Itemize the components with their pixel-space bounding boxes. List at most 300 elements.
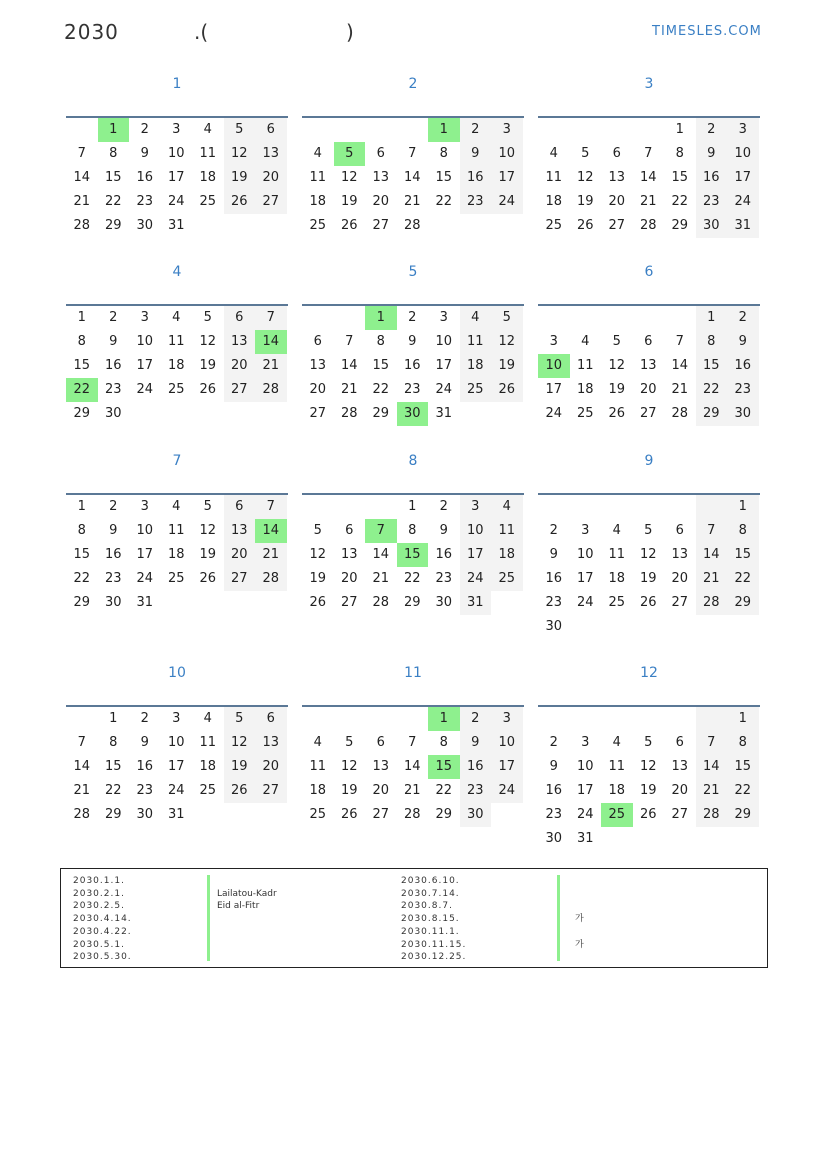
month-3 [538, 70, 760, 238]
day-cell: 29 [73, 406, 91, 421]
empty-cell [334, 118, 366, 142]
day-cell: 14 [696, 543, 728, 567]
day-cell: 31 [576, 831, 594, 846]
day-cell: 23 [696, 190, 728, 214]
day-cell: 23 [104, 571, 122, 586]
day-cell: 1 [98, 118, 130, 142]
day-cell: 21 [639, 194, 657, 209]
day-cell: 13 [340, 547, 358, 562]
month-name: 6 [644, 264, 654, 280]
day-cell: 17 [136, 547, 154, 562]
day-cell: 7 [696, 519, 728, 543]
day-cell: 18 [309, 783, 327, 798]
day-cell: 23 [545, 595, 563, 610]
day-cell: 2 [140, 122, 149, 137]
day-cell: 27 [309, 406, 327, 421]
empty-cell [365, 707, 397, 731]
day-cell: 30 [397, 402, 429, 426]
day-cell: 18 [545, 194, 563, 209]
day-cell: 4 [581, 334, 590, 349]
day-cell: 22 [104, 783, 122, 798]
day-cell: 16 [136, 170, 154, 185]
empty-cell [570, 118, 602, 142]
day-cell: 25 [167, 571, 185, 586]
day-cell: 18 [199, 759, 217, 774]
day-cell: 24 [136, 571, 154, 586]
day-cell: 29 [104, 807, 122, 822]
day-cell: 23 [545, 807, 563, 822]
month-name: 9 [644, 453, 654, 469]
day-cell: 15 [372, 358, 390, 373]
day-cell: 13 [224, 519, 256, 543]
day-cell: 4 [203, 122, 212, 137]
day-cell: 16 [136, 759, 154, 774]
day-cell: 18 [491, 543, 523, 567]
day-cell: 11 [608, 547, 626, 562]
day-cell: 1 [77, 310, 86, 325]
day-cell: 17 [136, 358, 154, 373]
day-cell: 27 [639, 406, 657, 421]
month-name: 7 [172, 453, 182, 469]
day-cell: 24 [460, 567, 492, 591]
empty-cell [365, 118, 397, 142]
holiday-name [575, 951, 584, 964]
day-cell: 15 [727, 755, 759, 779]
day-cell: 19 [224, 755, 256, 779]
day-cell: 21 [696, 779, 728, 803]
empty-cell [302, 306, 334, 330]
day-cell: 13 [671, 547, 689, 562]
day-cell: 7 [255, 495, 287, 519]
day-cell: 6 [313, 334, 322, 349]
day-cell: 9 [109, 523, 118, 538]
day-cell: 3 [549, 334, 558, 349]
holiday-date: 2030.6.10. [401, 876, 460, 886]
day-cell: 24 [727, 190, 759, 214]
day-cell: 9 [727, 330, 759, 354]
day-cell: 12 [491, 330, 523, 354]
day-cell: 30 [545, 619, 563, 634]
holiday-name [575, 888, 584, 901]
day-cell: 10 [136, 523, 154, 538]
day-cell: 28 [372, 595, 390, 610]
day-cell: 9 [549, 547, 558, 562]
month-name: 3 [644, 76, 654, 92]
day-cell: 17 [491, 166, 523, 190]
day-cell: 16 [435, 547, 453, 562]
day-cell: 20 [224, 354, 256, 378]
day-cell: 16 [104, 358, 122, 373]
month-days [302, 306, 524, 426]
day-cell: 3 [581, 735, 590, 750]
empty-cell [570, 306, 602, 330]
day-cell: 1 [428, 707, 460, 731]
day-cell: 16 [460, 166, 492, 190]
day-cell: 26 [608, 406, 626, 421]
empty-cell [664, 306, 696, 330]
empty-cell [664, 707, 696, 731]
day-cell: 27 [671, 595, 689, 610]
empty-cell [302, 118, 334, 142]
day-cell: 26 [639, 595, 657, 610]
day-cell: 27 [372, 218, 390, 233]
day-cell: 7 [255, 306, 287, 330]
day-cell: 20 [372, 783, 390, 798]
day-cell: 17 [727, 166, 759, 190]
day-cell: 20 [608, 194, 626, 209]
day-cell: 13 [372, 759, 390, 774]
day-cell: 29 [403, 595, 421, 610]
holiday-date: 2030.11.15. [401, 939, 467, 950]
day-cell: 9 [460, 142, 492, 166]
empty-cell [334, 495, 366, 519]
empty-cell [66, 118, 98, 142]
empty-cell [397, 118, 429, 142]
day-cell: 28 [340, 406, 358, 421]
day-cell: 31 [435, 406, 453, 421]
day-cell: 14 [403, 170, 421, 185]
day-cell: 28 [73, 807, 91, 822]
day-cell: 22 [372, 382, 390, 397]
day-cell: 7 [644, 146, 653, 161]
day-cell: 6 [224, 306, 256, 330]
day-cell: 29 [727, 803, 759, 827]
day-cell: 6 [224, 495, 256, 519]
day-cell: 17 [167, 759, 185, 774]
day-cell: 30 [104, 595, 122, 610]
day-cell: 21 [403, 783, 421, 798]
day-cell: 7 [408, 735, 417, 750]
day-cell: 18 [608, 783, 626, 798]
day-cell: 10 [167, 735, 185, 750]
day-cell: 2 [727, 306, 759, 330]
month-name: 1 [172, 76, 182, 92]
day-cell: 18 [167, 358, 185, 373]
day-cell: 19 [608, 382, 626, 397]
day-cell: 24 [491, 779, 523, 803]
day-cell: 9 [439, 523, 448, 538]
day-cell: 24 [435, 382, 453, 397]
month-5 [302, 258, 524, 426]
day-cell: 19 [639, 571, 657, 586]
holiday-name: 가 [575, 914, 584, 925]
empty-cell [601, 306, 633, 330]
day-cell: 15 [696, 354, 728, 378]
day-cell: 9 [140, 146, 149, 161]
day-cell: 13 [255, 142, 287, 166]
day-cell: 13 [639, 358, 657, 373]
day-cell: 24 [167, 194, 185, 209]
day-cell: 14 [73, 170, 91, 185]
day-cell: 12 [340, 759, 358, 774]
day-cell: 2 [696, 118, 728, 142]
day-cell: 9 [408, 334, 417, 349]
day-cell: 5 [224, 707, 256, 731]
calendar-year: 2030 [64, 20, 119, 44]
day-cell: 21 [696, 567, 728, 591]
day-cell: 17 [460, 543, 492, 567]
day-cell: 5 [644, 523, 653, 538]
day-cell: 19 [199, 547, 217, 562]
day-cell: 26 [340, 807, 358, 822]
day-cell: 24 [576, 595, 594, 610]
day-cell: 9 [460, 731, 492, 755]
day-cell: 9 [696, 142, 728, 166]
day-cell: 18 [167, 547, 185, 562]
month-name: 12 [640, 665, 658, 681]
day-cell: 25 [309, 807, 327, 822]
day-cell: 1 [408, 499, 417, 514]
day-cell: 14 [372, 547, 390, 562]
empty-cell [664, 495, 696, 519]
day-cell: 29 [73, 595, 91, 610]
day-cell: 28 [696, 803, 728, 827]
empty-cell [302, 707, 334, 731]
day-cell: 5 [345, 735, 354, 750]
day-cell: 27 [608, 218, 626, 233]
month-name: 8 [408, 453, 418, 469]
day-cell: 20 [372, 194, 390, 209]
day-cell: 14 [255, 519, 287, 543]
empty-cell [570, 495, 602, 519]
day-cell: 29 [696, 402, 728, 426]
day-cell: 19 [340, 194, 358, 209]
day-cell: 10 [538, 354, 570, 378]
day-cell: 1 [109, 711, 118, 726]
day-cell: 31 [167, 218, 185, 233]
day-cell: 22 [73, 571, 91, 586]
title-suffix: ) [346, 20, 354, 44]
holiday-date: 2030.4.22. [73, 926, 132, 937]
day-cell: 26 [576, 218, 594, 233]
day-cell: 4 [612, 523, 621, 538]
holiday-date: 2030.1.1. [73, 876, 125, 886]
day-cell: 23 [460, 190, 492, 214]
day-cell: 23 [136, 194, 154, 209]
day-cell: 8 [727, 731, 759, 755]
day-cell: 10 [727, 142, 759, 166]
day-cell: 27 [372, 807, 390, 822]
day-cell: 27 [255, 190, 287, 214]
day-cell: 26 [309, 595, 327, 610]
day-cell: 14 [73, 759, 91, 774]
day-cell: 30 [435, 595, 453, 610]
day-cell: 21 [255, 354, 287, 378]
month-7 [66, 447, 288, 615]
day-cell: 20 [255, 755, 287, 779]
day-cell: 17 [167, 170, 185, 185]
day-cell: 11 [608, 759, 626, 774]
day-cell: 15 [73, 358, 91, 373]
day-cell: 26 [224, 779, 256, 803]
day-cell: 28 [255, 567, 287, 591]
day-cell: 19 [224, 166, 256, 190]
day-cell: 31 [167, 807, 185, 822]
day-cell: 28 [255, 378, 287, 402]
day-cell: 11 [309, 759, 327, 774]
day-cell: 18 [460, 354, 492, 378]
day-cell: 12 [576, 170, 594, 185]
day-cell: 16 [104, 547, 122, 562]
day-cell: 6 [255, 118, 287, 142]
day-cell: 18 [309, 194, 327, 209]
day-cell: 4 [313, 146, 322, 161]
day-cell: 3 [460, 495, 492, 519]
day-cell: 13 [309, 358, 327, 373]
day-cell: 16 [727, 354, 759, 378]
day-cell: 24 [136, 382, 154, 397]
day-cell: 22 [696, 378, 728, 402]
day-cell: 11 [460, 330, 492, 354]
day-cell: 21 [403, 194, 421, 209]
day-cell: 21 [255, 543, 287, 567]
day-cell: 21 [671, 382, 689, 397]
day-cell: 8 [109, 146, 118, 161]
day-cell: 25 [601, 803, 633, 827]
day-cell: 16 [460, 755, 492, 779]
holiday-date: 2030.8.15. [401, 914, 460, 925]
day-cell: 19 [576, 194, 594, 209]
day-cell: 8 [727, 519, 759, 543]
day-cell: 18 [576, 382, 594, 397]
legend-left-marker [207, 875, 210, 961]
day-cell: 29 [435, 807, 453, 822]
day-cell: 15 [671, 170, 689, 185]
day-cell: 25 [608, 595, 626, 610]
day-cell: 5 [581, 146, 590, 161]
day-cell: 21 [73, 194, 91, 209]
page-header [0, 0, 827, 60]
day-cell: 3 [727, 118, 759, 142]
month-days [302, 707, 524, 827]
day-cell: 10 [167, 146, 185, 161]
empty-cell [633, 306, 665, 330]
holiday-name [575, 900, 584, 913]
day-cell: 26 [639, 807, 657, 822]
day-cell: 20 [224, 543, 256, 567]
day-cell: 19 [340, 783, 358, 798]
day-cell: 3 [172, 711, 181, 726]
month-name: 2 [408, 76, 418, 92]
day-cell: 14 [403, 759, 421, 774]
day-cell: 7 [365, 519, 397, 543]
day-cell: 3 [491, 707, 523, 731]
month-days [538, 306, 760, 426]
day-cell: 1 [675, 122, 684, 137]
day-cell: 22 [727, 779, 759, 803]
holiday-name [575, 875, 584, 888]
month-name: 5 [408, 264, 418, 280]
day-cell: 1 [365, 306, 397, 330]
day-cell: 22 [104, 194, 122, 209]
day-cell: 31 [727, 214, 759, 238]
holiday-date: 2030.5.1. [73, 939, 125, 950]
month-days [302, 495, 524, 615]
day-cell: 3 [439, 310, 448, 325]
day-cell: 10 [460, 519, 492, 543]
day-cell: 14 [639, 170, 657, 185]
month-name: 11 [404, 665, 422, 681]
day-cell: 11 [167, 334, 185, 349]
empty-cell [538, 495, 570, 519]
day-cell: 25 [576, 406, 594, 421]
day-cell: 30 [545, 831, 563, 846]
title-prefix: .( [194, 20, 209, 44]
empty-cell [538, 707, 570, 731]
day-cell: 4 [172, 310, 181, 325]
day-cell: 10 [491, 142, 523, 166]
day-cell: 23 [727, 378, 759, 402]
month-12 [538, 659, 760, 851]
empty-cell [365, 495, 397, 519]
empty-cell [334, 306, 366, 330]
holiday-date: 2030.8.7. [401, 901, 453, 912]
day-cell: 13 [255, 731, 287, 755]
day-cell: 14 [255, 330, 287, 354]
day-cell: 9 [140, 735, 149, 750]
day-cell: 3 [581, 523, 590, 538]
day-cell: 20 [671, 783, 689, 798]
day-cell: 3 [140, 310, 149, 325]
day-cell: 1 [727, 495, 759, 519]
day-cell: 24 [576, 807, 594, 822]
brand-link[interactable]: TIMESLES.COM [652, 24, 762, 39]
day-cell: 20 [671, 571, 689, 586]
day-cell: 13 [671, 759, 689, 774]
day-cell: 16 [403, 358, 421, 373]
day-cell: 8 [675, 146, 684, 161]
month-6 [538, 258, 760, 426]
day-cell: 6 [345, 523, 354, 538]
legend-right-names [575, 875, 584, 964]
day-cell: 14 [671, 358, 689, 373]
day-cell: 8 [109, 735, 118, 750]
day-cell: 11 [199, 146, 217, 161]
empty-cell [633, 707, 665, 731]
empty-cell [302, 495, 334, 519]
month-11 [302, 659, 524, 827]
holiday-date: 2030.2.1. [73, 888, 125, 899]
day-cell: 15 [428, 755, 460, 779]
day-cell: 4 [460, 306, 492, 330]
holiday-date: 2030.5.30. [73, 952, 132, 963]
day-cell: 15 [104, 170, 122, 185]
day-cell: 28 [73, 218, 91, 233]
day-cell: 14 [340, 358, 358, 373]
day-cell: 16 [545, 571, 563, 586]
holiday-name [217, 913, 277, 926]
day-cell: 2 [460, 707, 492, 731]
day-cell: 19 [639, 783, 657, 798]
day-cell: 21 [340, 382, 358, 397]
day-cell: 28 [671, 406, 689, 421]
day-cell: 13 [224, 330, 256, 354]
day-cell: 20 [639, 382, 657, 397]
day-cell: 2 [460, 118, 492, 142]
day-cell: 11 [545, 170, 563, 185]
day-cell: 22 [671, 194, 689, 209]
day-cell: 2 [408, 310, 417, 325]
day-cell: 5 [612, 334, 621, 349]
day-cell: 26 [491, 378, 523, 402]
day-cell: 18 [608, 571, 626, 586]
day-cell: 30 [696, 214, 728, 238]
holiday-name: Eid al-Fitr [217, 901, 260, 912]
day-cell: 4 [172, 499, 181, 514]
day-cell: 22 [435, 194, 453, 209]
day-cell: 12 [608, 358, 626, 373]
day-cell: 26 [224, 190, 256, 214]
